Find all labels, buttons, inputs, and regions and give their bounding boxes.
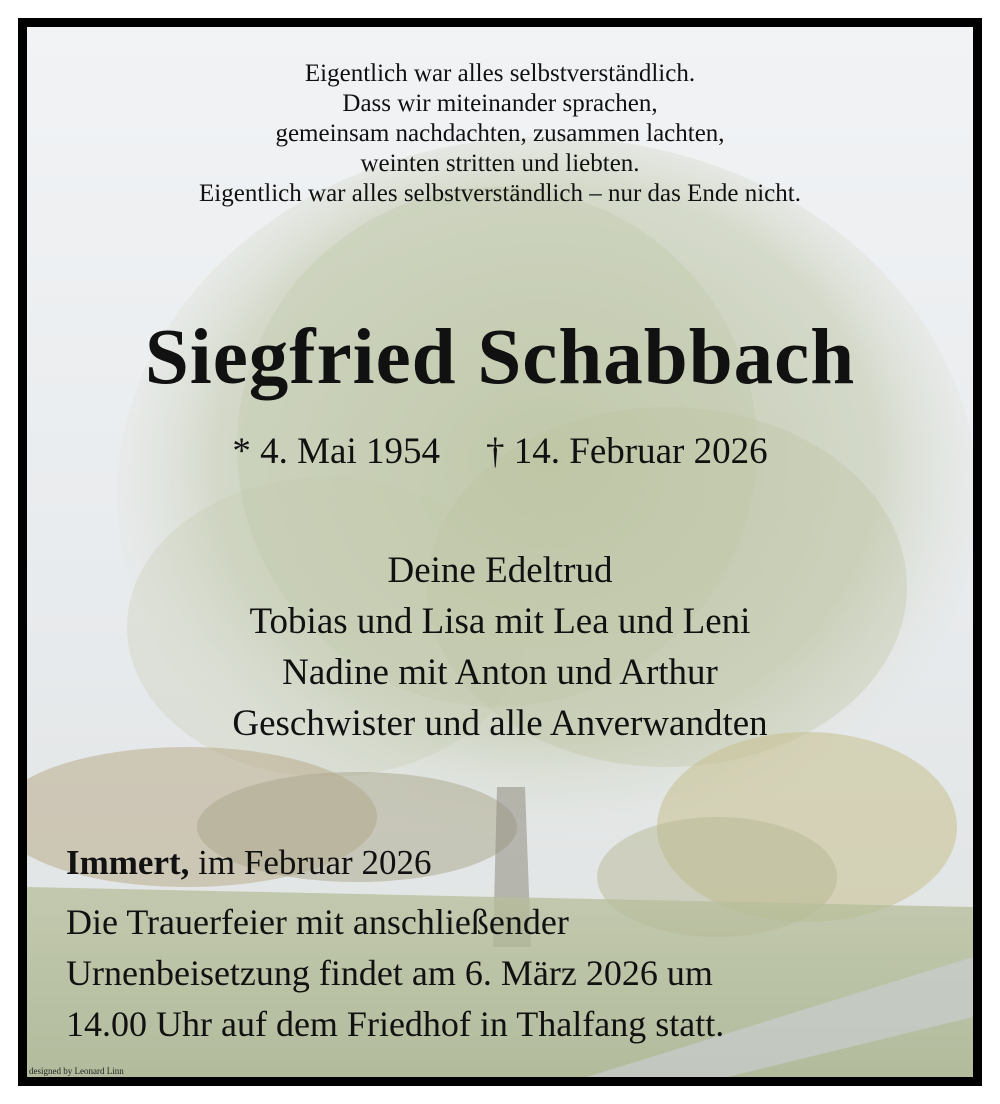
mourners-list xyxy=(27,545,973,749)
poem-line: Eigentlich war alles selbstverständlich – nur das Ende nicht. xyxy=(199,180,801,207)
life-dates xyxy=(27,429,973,475)
service-line: Die Trauerfeier mit anschließender xyxy=(66,902,569,942)
mourner-line: Deine Edeltrud xyxy=(387,550,613,591)
service-line: Urnenbeisetzung findet am 6. März 2026 um xyxy=(66,953,713,993)
mourner-line: Geschwister und alle Anverwandten xyxy=(232,703,768,744)
poem-line: weinten stritten und liebten. xyxy=(360,150,640,177)
poem-line: gemeinsam nachdachten, zusammen lachten, xyxy=(275,120,725,147)
obituary-frame xyxy=(18,18,982,1086)
mourner-line: Tobias und Lisa mit Lea und Leni xyxy=(249,601,751,642)
place-and-date xyxy=(66,841,431,885)
memorial-poem xyxy=(27,59,973,209)
designer-credit: designed by Leonard Linn xyxy=(29,1066,124,1076)
deceased-name: Siegfried Schabbach xyxy=(144,314,856,401)
mourner-line: Nadine mit Anton und Arthur xyxy=(282,652,718,693)
death-date: † 14. Februar 2026 xyxy=(486,431,768,472)
poem-line: Dass wir miteinander sprachen, xyxy=(342,90,658,117)
funeral-service-notice xyxy=(66,897,724,1050)
place-date: im Februar 2026 xyxy=(198,843,432,882)
place-town: Immert, xyxy=(66,843,190,882)
poem-line: Eigentlich war alles selbstverständlich. xyxy=(304,60,696,87)
service-line: 14.00 Uhr auf dem Friedhof in Thalfang statt. xyxy=(66,1004,725,1044)
obituary-content xyxy=(27,27,973,1077)
birth-date: * 4. Mai 1954 xyxy=(232,431,441,472)
